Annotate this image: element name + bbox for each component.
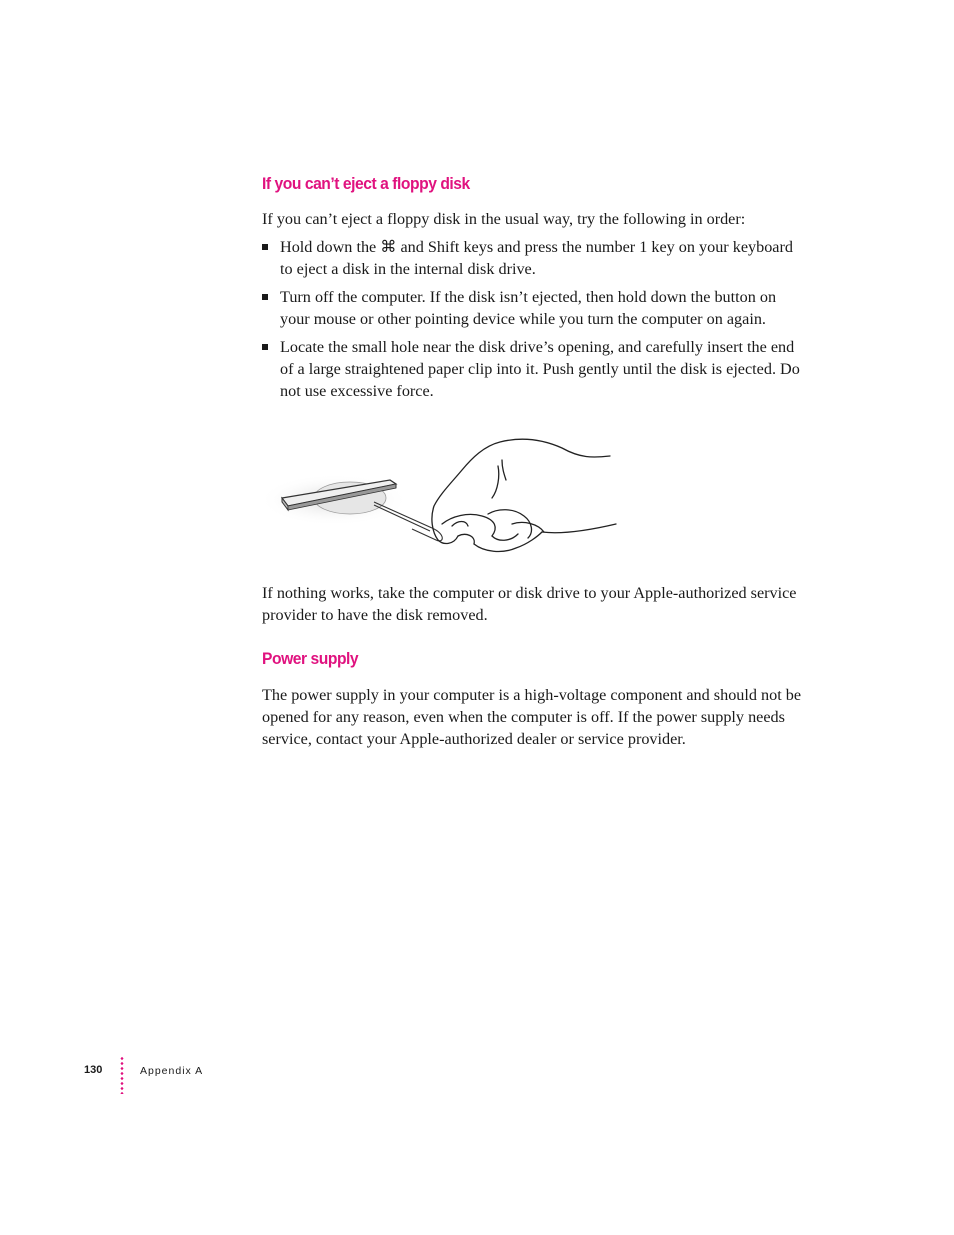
section-heading-eject: If you can’t eject a floppy disk	[262, 174, 470, 193]
list-item	[262, 336, 807, 402]
list-item-text: Locate the small hole near the disk drive’s opening, and carefully insert the end of a large straightened paper clip into it. Push gently until the disk is ejected. Do not use excessive force.	[280, 338, 800, 400]
list-item-text: Hold down the ⌘ and Shift keys and press the number 1 key on your keyboard to eject a disk in the internal disk drive.	[280, 238, 793, 278]
section-heading-power-supply: Power supply	[262, 649, 359, 668]
list-item	[262, 236, 807, 280]
bullet-square-icon	[262, 294, 268, 300]
bullet-square-icon	[262, 244, 268, 250]
page-number: 130	[84, 1064, 103, 1076]
hand-icon	[432, 439, 616, 551]
footer-chapter-label: Appendix A	[140, 1065, 204, 1077]
intro-paragraph: If you can’t eject a floppy disk in the usual way, try the following in order:	[262, 210, 746, 228]
bullet-list	[262, 236, 807, 408]
closing-paragraph: If nothing works, take the computer or disk drive to your Apple-authorized service provider to have the disk removed.	[262, 584, 797, 624]
power-supply-paragraph: The power supply in your computer is a high-voltage component and should not be opened for any reason, even when the computer is off. If the power supply needs service, contact your Apple-authorized dealer or service provider.	[262, 686, 802, 748]
disk-drive-slot-icon	[262, 474, 409, 526]
list-item-text: Turn off the computer. If the disk isn’t ejected, then hold down the button on your mouse or other pointing device while you turn the computer on again.	[280, 288, 777, 328]
dotted-divider-icon	[120, 1056, 124, 1094]
list-item	[262, 286, 807, 330]
paperclip-eject-illustration	[262, 436, 622, 560]
bullet-square-icon	[262, 344, 268, 350]
